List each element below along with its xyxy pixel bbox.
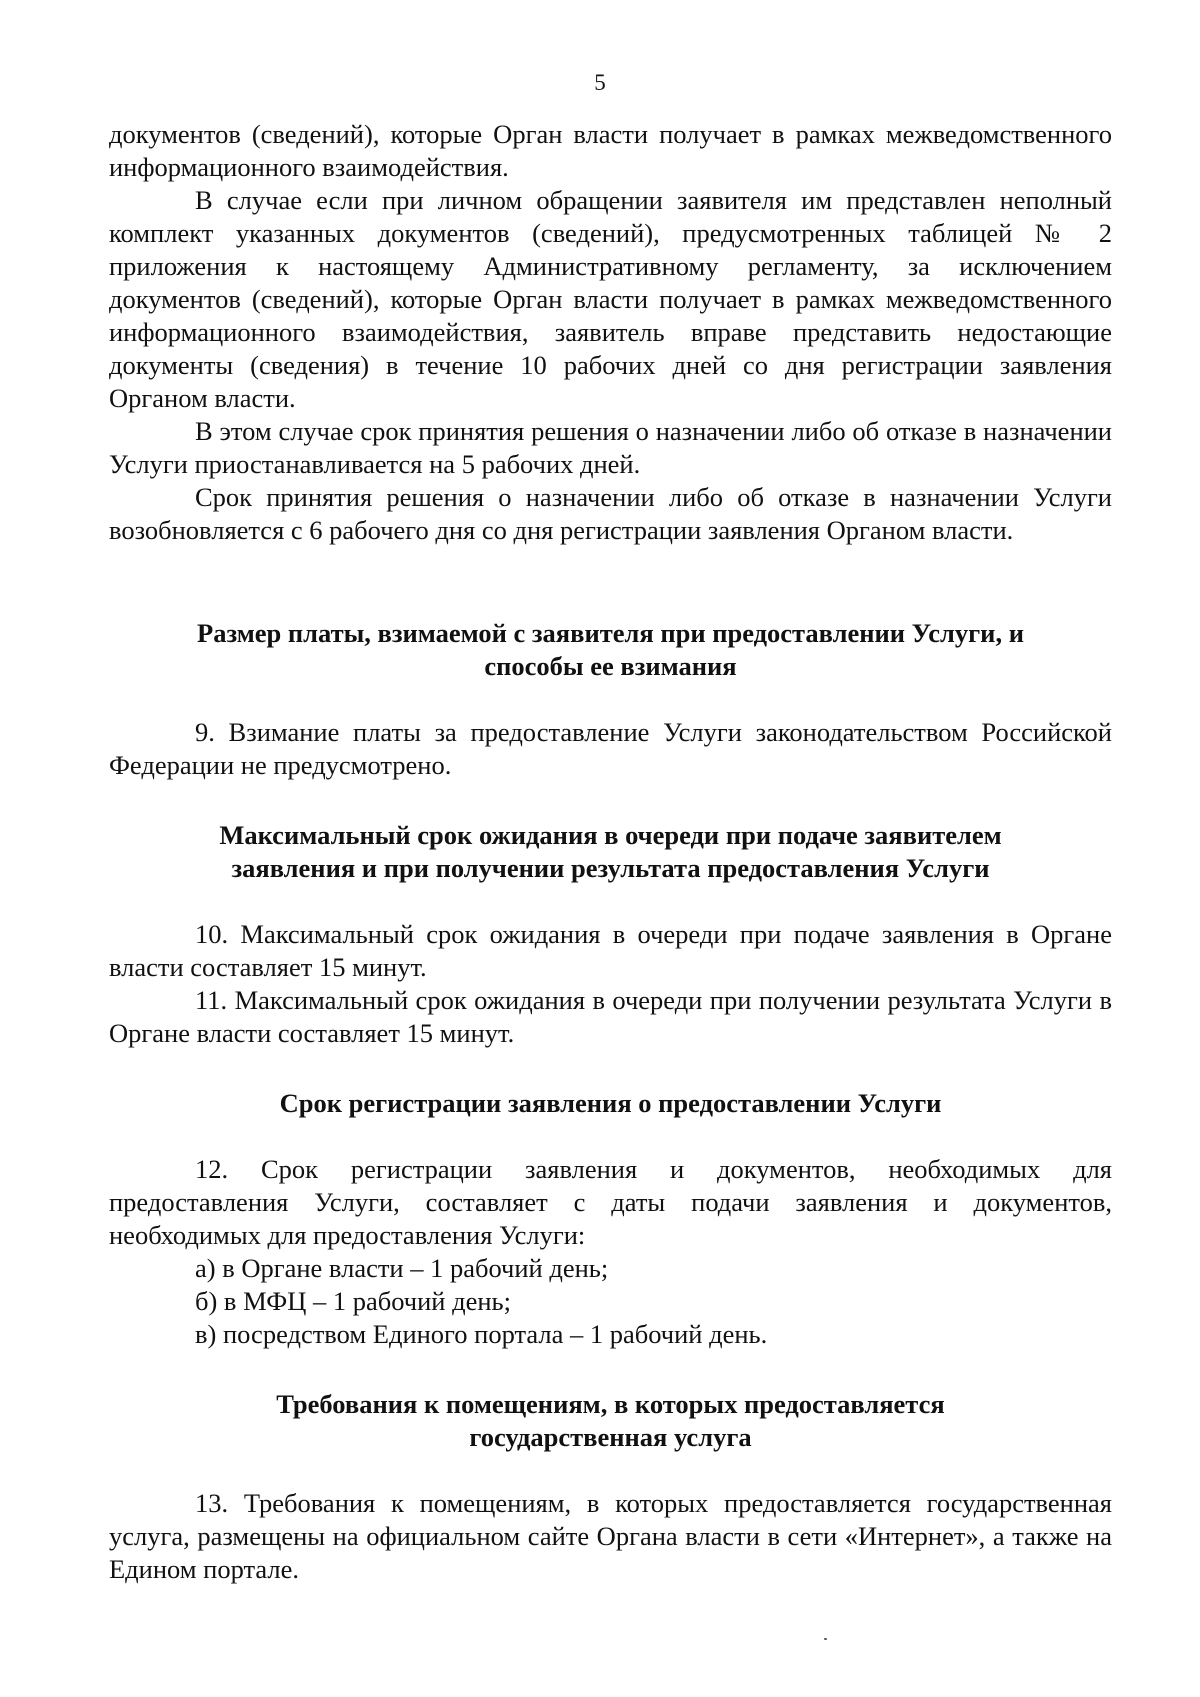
spacer — [109, 1120, 1112, 1153]
paragraph-suspension: В этом случае срок принятия решения о назначении либо об отказе в назначении Услуги приостанавливается на 5 рабочих дней. — [109, 416, 1112, 479]
section-registration — [109, 1087, 1112, 1351]
section-heading-fee-line2: способы ее взимания — [484, 651, 737, 681]
paragraph-resumption: Срок принятия решения о назначении либо об отказе в назначении Услуги возобновляется с 6 рабочего дня со дня регистрации заявления Органом власти. — [109, 482, 1112, 545]
page-number: 5 — [594, 70, 606, 95]
item-10: 10. Максимальный срок ожидания в очереди при подаче заявления в Органе власти составляет 15 минут. — [109, 919, 1112, 982]
item-12-sub-b: б) в МФЦ – 1 рабочий день; — [195, 1286, 511, 1316]
item-12: 12. Срок регистрации заявления и документов, необходимых для предоставления Услуги, составляет с даты подачи заявления и документов, необходимых для предоставления Услуги: — [109, 1154, 1112, 1250]
item-11: 11. Максимальный срок ожидания в очереди при получении результата Услуги в Органе власти составляет 15 минут. — [109, 985, 1112, 1048]
item-12-sub-a: а) в Органе власти – 1 рабочий день; — [195, 1253, 609, 1283]
spacer — [109, 885, 1112, 918]
spacer — [109, 1050, 1112, 1087]
section-heading-premises-line1: Требования к помещениям, в которых предоставляется — [276, 1389, 945, 1419]
item-9: 9. Взимание платы за предоставление Услуги законодательством Российской Федерации не предусмотрено. — [109, 717, 1112, 780]
section-fee — [109, 617, 1112, 782]
section-premises — [109, 1388, 1112, 1586]
section-waiting — [109, 819, 1112, 1050]
spacer — [109, 1454, 1112, 1487]
spacer — [109, 1351, 1112, 1388]
item-13: 13. Требования к помещениям, в которых предоставляется государственная услуга, размещены на официальном сайте Органа власти в сети «Интернет», а также на Едином портале. — [109, 1488, 1112, 1584]
section-heading-waiting-line2: заявления и при получении результата предоставления Услуги — [231, 853, 990, 883]
section-heading-premises-line2: государственная услуга — [469, 1422, 752, 1452]
scan-speck — [824, 1638, 827, 1640]
section-heading-registration: Срок регистрации заявления о предоставлении Услуги — [279, 1088, 942, 1118]
spacer — [109, 547, 1112, 617]
document-body — [109, 118, 1112, 1586]
section-heading-waiting-line1: Максимальный срок ожидания в очереди при подаче заявителем — [219, 820, 1002, 850]
spacer — [109, 683, 1112, 716]
continuation-paragraph: документов (сведений), которые Орган власти получает в рамках межведомственного информационного взаимодействия. — [109, 119, 1112, 182]
paragraph-incomplete-documents: В случае если при личном обращении заявителя им представлен неполный комплект указанных документов (сведений), предусмотренных таблицей № 2 приложения к настоящему Административному регламенту, за исключением документов (сведений), которые Орган власти получает в рамках межведомственного информационного взаимодействия, заявитель вправе представить недостающие документы (сведения) в течение 10 рабочих дней со дня регистрации заявления Органом власти. — [109, 185, 1112, 413]
section-heading-fee-line1: Размер платы, взимаемой с заявителя при предоставлении Услуги, и — [197, 618, 1024, 648]
spacer — [109, 782, 1112, 819]
item-12-sub-v: в) посредством Единого портала – 1 рабочий день. — [195, 1319, 768, 1349]
